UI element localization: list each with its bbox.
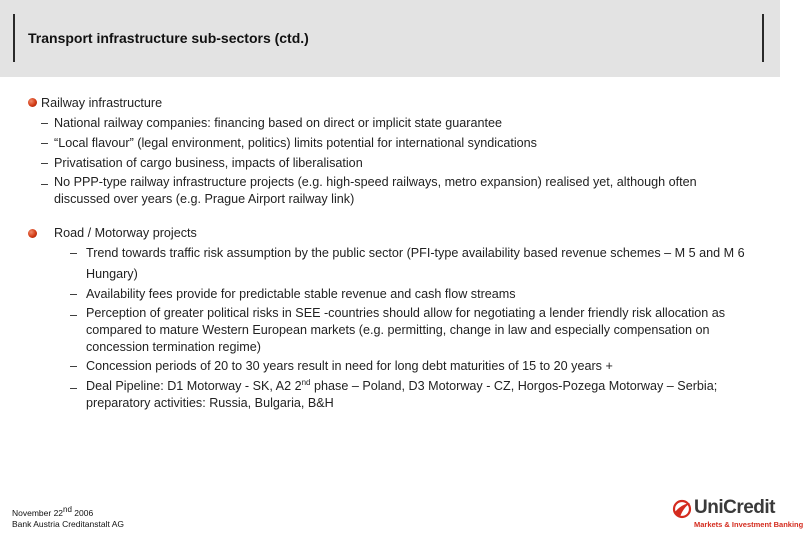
list-item: Privatisation of cargo business, impacts of liberalisation (54, 156, 363, 170)
list-item: Trend towards traffic risk assumption by the public sector (PFI-type availability based revenue schemes – M 5 and M 6 Hungary) (86, 246, 745, 281)
section-heading-road: Road / Motorway projects (54, 226, 197, 240)
list-item: Concession periods of 20 to 30 years result in need for long debt maturities of 15 to 20 years + (86, 359, 613, 373)
page-title: Transport infrastructure sub-sectors (ctd.) (28, 30, 309, 46)
unicredit-logo-icon (672, 498, 692, 520)
footer (12, 505, 124, 530)
bullet-icon (28, 229, 37, 238)
pipeline-text-b: phase – Poland, D3 Motorway - CZ, Horgos-Pozega Motorway – Serbia; preparatory activities: Russia, Bulgaria, B&H (86, 379, 718, 410)
list-item: Availability fees provide for predictable stable revenue and cash flow streams (86, 287, 516, 301)
list-item: National railway companies: financing based on direct or implicit state guarantee (54, 116, 503, 130)
header-right-bar (762, 14, 764, 62)
unicredit-logo (672, 496, 803, 532)
bullet-icon (28, 98, 37, 107)
pipeline-text-a: Deal Pipeline: D1 Motorway - SK, A2 2 (86, 379, 302, 393)
dash-icon: – (70, 287, 78, 301)
header-left-bar (13, 14, 15, 62)
footer-date-ordinal: nd (63, 505, 72, 515)
pipeline-ordinal: nd (301, 377, 311, 387)
list-item (86, 378, 750, 412)
dash-icon: – (41, 177, 49, 191)
footer-company: Bank Austria Creditanstalt AG (12, 519, 124, 529)
list-item: Perception of greater political risks in SEE -countries should allow for negotiating a lender friendly risk allocation as compared to mature Western European markets (e.g. permitting, change in law and especially compensation on concession termination regime) (86, 306, 726, 354)
list-item: “Local flavour” (legal environment, politics) limits potential for international syndications (54, 136, 537, 150)
dash-icon: – (70, 381, 78, 395)
dash-icon: – (41, 136, 49, 150)
logo-subtitle: Markets & Investment Banking (694, 520, 803, 529)
dash-icon: – (70, 308, 78, 322)
list-item: No PPP-type railway infrastructure projects (e.g. high-speed railways, metro expansion) realised yet, although often discussed over years (e.g. Prague Airport railway link) (54, 175, 697, 206)
logo-name: UniCredit (694, 497, 775, 518)
dash-icon: – (41, 116, 49, 130)
section-heading-railway: Railway infrastructure (41, 96, 163, 110)
footer-date-prefix: November 22 (12, 508, 64, 518)
dash-icon: – (70, 246, 78, 260)
footer-date (12, 505, 124, 519)
dash-icon: – (70, 359, 78, 373)
dash-icon: – (41, 156, 49, 170)
footer-date-suffix: 2006 (71, 508, 94, 518)
